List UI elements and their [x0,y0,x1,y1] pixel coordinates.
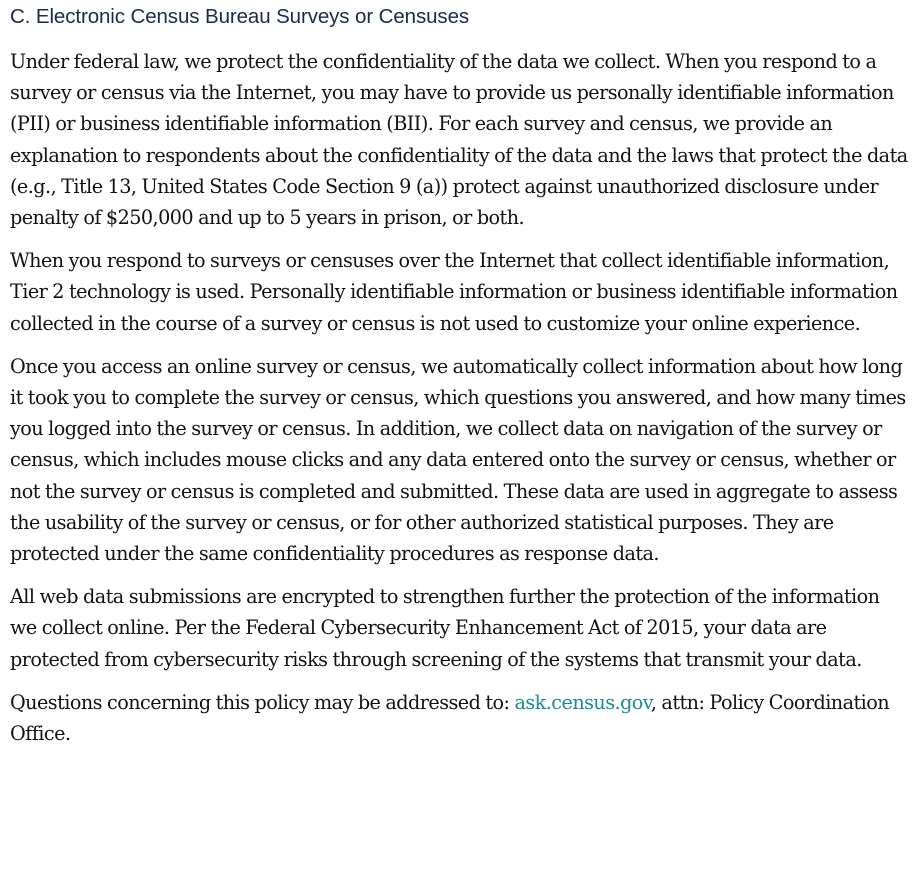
paragraph-confidentiality: Under federal law, we protect the confidentiality of the data we collect. When you respond to a survey or census via the Internet, you may have to provide us personally identifiable information (PII) or business identifiable information (BII). For each survey and census, we provide an explanation to respondents about the confidentiality of the data and the laws that protect the data (e.g., Title 13, United States Code Section 9 (a)) protect against unauthorized disclosure under penalty of $250,000 and up to 5 years in prison, or both. [10,50,908,230]
contact-prefix: Questions concerning this policy may be addressed to: [10,690,515,714]
ask-census-link[interactable]: ask.census.gov [514,690,651,714]
contact-suffix: , attn: Policy Coordination Office. [10,690,890,746]
section-heading: C. Electronic Census Bureau Surveys or Censuses [10,5,470,28]
paragraph-tier2-technology: When you respond to surveys or censuses over the Internet that collect identifiable information, Tier 2 technology is used. Personally identifiable information or business identifiable information collected in the course of a survey or census is not used to customize your online experience. [10,249,898,335]
paragraph-data-collection: Once you access an online survey or census, we automatically collect information about how long it took you to complete the survey or census, which questions you answered, and how many times you logged into the survey or census. In addition, we collect data on navigation of the survey or census, which includes mouse clicks and any data entered onto the survey or census, whether or not the survey or census is completed and submitted. These data are used in aggregate to assess the usability of the survey or census, or for other authorized statistical purposes. They are protected under the same confidentiality procedures as response data. [10,354,906,566]
paragraph-contact [10,687,910,749]
policy-section [10,0,910,749]
paragraph-encryption: All web data submissions are encrypted to strengthen further the protection of the information we collect online. Per the Federal Cybersecurity Enhancement Act of 2015, your data are protected from cybersecurity risks through screening of the systems that transmit your data. [10,585,880,671]
